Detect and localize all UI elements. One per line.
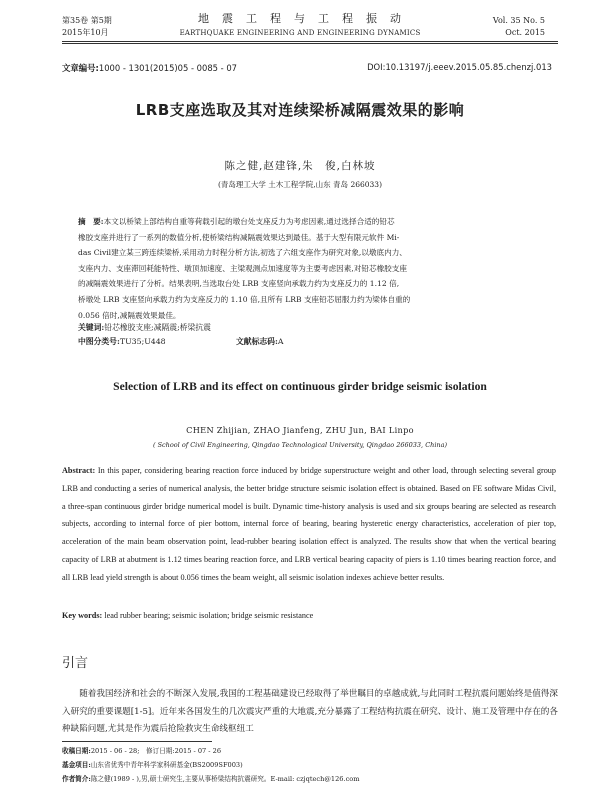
header-journal-cn: 地 震 工 程 与 工 程 振 动	[198, 12, 402, 25]
keywords-cn-label: 关键词:	[78, 323, 105, 332]
footnote-received: 收稿日期:2015 - 06 - 28; 修订日期:2015 - 07 - 26	[62, 747, 222, 755]
doc-code-label: 文献标志码:	[236, 337, 278, 346]
abstract-cn-line: 0.056 倍时,减隔震效果最佳。	[78, 310, 181, 320]
page-title-cn: LRB支座选取及其对连续梁桥减隔震效果的影响	[135, 101, 465, 119]
authors-cn: 陈之健,赵建锋,朱 俊,白林坡	[224, 160, 376, 172]
abstract-cn-line: 摘 要:本文以桥梁上部结构自重等荷载引起的墩台处支座反力为考虑因素,通过选择合适的铅芯	[78, 217, 395, 226]
affiliation-en: ( School of Civil Engineering, Qingdao Technological University, Qingdao 266033, China)	[152, 441, 448, 449]
footnote-fund: 基金项目:山东省优秀中青年科学家科研基金(BS2009SF003)	[62, 761, 243, 769]
clc-number	[78, 336, 166, 347]
keywords-cn	[78, 322, 211, 333]
abstract-en	[62, 462, 556, 587]
affiliation-cn: (青岛理工大学 土木工程学院,山东 青岛 266033)	[217, 180, 383, 189]
header-rule-top	[62, 41, 558, 42]
abstract-cn	[78, 214, 538, 323]
article-number	[62, 62, 237, 74]
authors-en: CHEN Zhijian, ZHAO Jianfeng, ZHU Jun, BAI Linpo	[186, 425, 414, 435]
abstract-en-label: Abstract:	[62, 466, 96, 475]
header-date-en: Oct. 2015	[505, 28, 545, 37]
header-journal-en: EARTHQUAKE ENGINEERING AND ENGINEERING DYNAMICS	[179, 29, 421, 37]
abstract-cn-line: 的减隔震效果进行了分析。结果表明,当选取台处 LRB 支座竖向承载力约为支座反力的 1.12 倍,	[78, 279, 400, 289]
abstract-cn-line: das Civil建立某三跨连续梁桥,采用动力时程分析方法,初选了六组支座作为研究对象,以墩底内力、	[78, 248, 407, 258]
article-number-label: 文章编号:	[62, 63, 99, 73]
keywords-cn-value: 铅芯橡胶支座;减隔震;桥梁抗震	[104, 323, 211, 332]
body-text: 随着我国经济和社会的不断深入发展,我国的工程基础建设已经取得了举世瞩目的卓越成就,与此同时工程抗震问题始终是值得深入研究的重要课题[1-5]。近年来各国发生的几次震灾严重的大地震,充分暴露了工程结构抗震在研究、设计、施工及管理中存在的各种缺陷问题,尤其是作为震后抢险救灾生命线枢纽工	[62, 689, 558, 734]
footnote-divider	[62, 741, 212, 742]
header-date-cn: 2015年10月	[62, 28, 109, 37]
clc-label: 中图分类号:	[78, 337, 120, 346]
keywords-en-text: lead rubber bearing; seismic isolation; bridge seismic resistance	[104, 611, 314, 620]
document-code	[236, 336, 284, 347]
abstract-cn-line: 橡胶支座并进行了一系列的数值分析,使桥梁结构减隔震效果达到最佳。基于大型有限元软件 Mi-	[78, 232, 400, 242]
keywords-en-label: Key words:	[62, 611, 103, 620]
doc-code-value: A	[277, 337, 284, 346]
header-vol-no-en: Vol. 35 No. 5	[492, 16, 545, 25]
header-rule-bottom	[62, 43, 558, 44]
keywords-en	[62, 611, 313, 620]
footnote-author-bio: 作者简介:陈之健(1989 - ),男,硕士研究生,主要从事桥梁结构抗震研究。E-mail: czjqtech@126.com	[62, 775, 360, 783]
abstract-cn-line: 支座内力、支座滞回耗能特性、墩顶加速度、主梁观测点加速度等为主要考虑因素,对铅芯橡胶支座	[78, 263, 407, 273]
abstract-cn-line: 桥墩处 LRB 支座竖向承载力约为支座反力的 1.10 倍,且所有 LRB 支座铅芯屈服力约为梁体自重的	[78, 294, 411, 304]
clc-value: TU35;U448	[119, 337, 166, 346]
header-vol-issue-cn: 第35卷 第5期	[62, 16, 112, 25]
abstract-en-text: In this paper, considering bearing reaction force induced by bridge superstructure weight and other load, through selecting several group LRB and conducting a series of numerical analysis, the better bridge structure seismic isolation effect is obtained. Based on FE software Midas Civil, a three-span continuous girder bridge numerical model is built. Dynamic time-history analysis is used and six groups bearing are selected as research subjects, according to internal force of pier bottom, internal force of bearing, bearing hysteretic energy characteristics, acceleration of pier top, acceleration of the main beam observation point, lead-rubber bearing isolation effect is analyzed. The results show that when the vertical bearing capacity of LRB at abutment is 1.12 times bearing reaction force, and LRB vertical bearing capacity of piers is 1.10 times bearing reaction force, and all LRB lead yield strength is about 0.056 times the beam weight, all seismic isolation indexes achieve better results.	[62, 466, 556, 582]
doi: DOI:10.13197/j.eeev.2015.05.85.chenzj.013	[367, 62, 552, 72]
abstract-cn-label: 摘 要:	[78, 217, 104, 226]
section-title-introduction: 引言	[62, 656, 89, 671]
article-number-value: 1000 - 1301(2015)05 - 0085 - 07	[98, 63, 238, 73]
page-title-en: Selection of LRB and its effect on continuous girder bridge seismic isolation	[113, 380, 487, 393]
